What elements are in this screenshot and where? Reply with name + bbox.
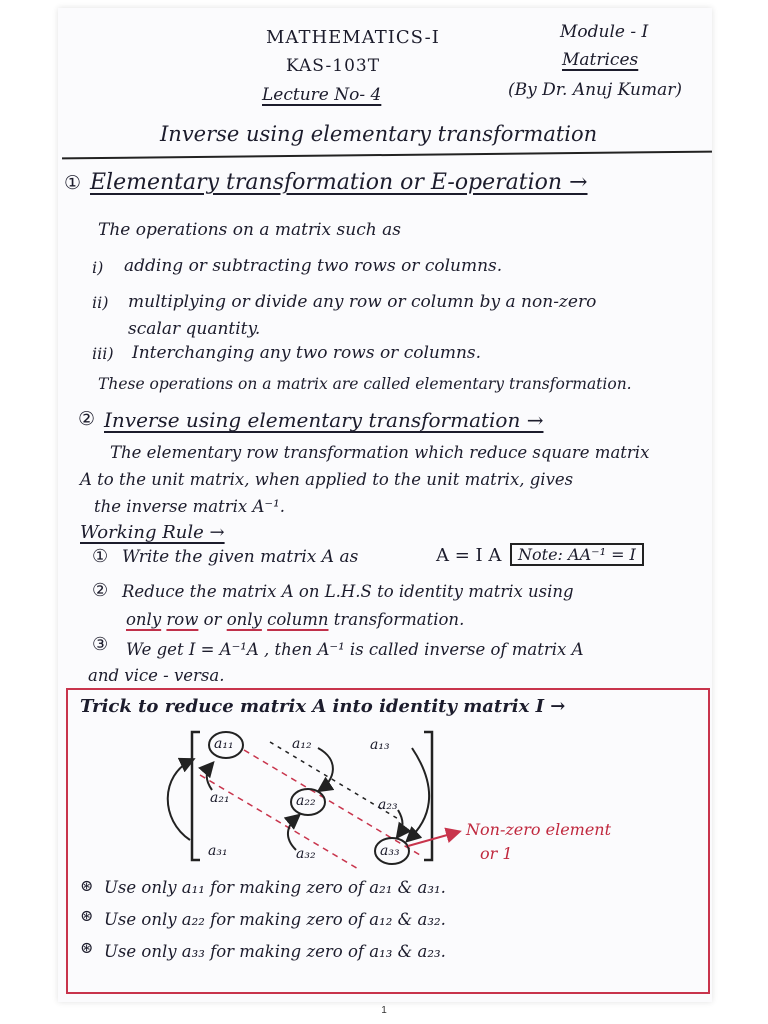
element-a22: a₂₂ <box>296 793 316 809</box>
section2-body: A to the unit matrix, when applied to the unit matrix, gives <box>80 470 574 489</box>
emphasis-column: column <box>267 610 329 629</box>
arrow-a12-to-a22 <box>318 748 333 790</box>
element-a13: a₁₃ <box>370 737 390 753</box>
callout-line1: Non-zero element <box>466 820 612 839</box>
item-text: multiplying or divide any row or column by a non-zero <box>128 292 597 312</box>
author: (By Dr. Anuj Kumar) <box>508 80 682 100</box>
module-label: Module - I <box>560 22 649 42</box>
callout-line2: or 1 <box>480 844 513 863</box>
course-title: MATHEMATICS-I <box>266 27 440 48</box>
lecture-number: Lecture No- 4 <box>262 85 382 105</box>
section2-body: The elementary row transformation which reduce square matrix <box>110 443 650 462</box>
step2-text: Reduce the matrix A on L.H.S to identity matrix using <box>122 582 574 601</box>
emphasis-only: only <box>126 610 162 629</box>
step2-tail: transformation. <box>333 610 465 629</box>
step-number: ③ <box>92 634 109 655</box>
step2-or: or <box>203 610 222 629</box>
step-number: ② <box>92 580 109 601</box>
bullet-mark: ⊛ <box>80 938 94 957</box>
emphasis-row: row <box>166 610 199 629</box>
step1-equation: A = I A <box>436 545 502 566</box>
section2-heading: Inverse using elementary transformation → <box>104 408 544 432</box>
element-a21: a₂₁ <box>210 790 230 806</box>
arrow-a13-to-a33 <box>408 748 429 840</box>
page-number: 1 <box>381 1005 387 1016</box>
section2-body: the inverse matrix A⁻¹. <box>94 497 285 516</box>
course-code: KAS-103T <box>286 56 381 76</box>
item-number: iii) <box>92 344 114 363</box>
element-a11: a₁₁ <box>214 736 234 752</box>
bullet-mark: ⊛ <box>80 876 94 895</box>
arrow-a21 <box>207 764 212 790</box>
working-rule-heading: Working Rule → <box>80 522 225 543</box>
element-a12: a₁₂ <box>292 736 312 752</box>
item-number: ii) <box>92 293 109 312</box>
bullet-text: Use only a₂₂ for making zero of a₁₂ & a₃₂. <box>104 910 446 929</box>
step3-text2: and vice - versa. <box>88 666 225 685</box>
element-a31: a₃₁ <box>208 843 228 859</box>
step1-text: Write the given matrix A as <box>122 547 359 567</box>
step3-text: We get I = A⁻¹A , then A⁻¹ is called inverse of matrix A <box>126 640 584 659</box>
section1-marker: ① <box>64 172 82 194</box>
bullet-mark: ⊛ <box>80 906 94 925</box>
section1-heading: Elementary transformation or E-operation → <box>90 170 588 195</box>
arrow-a31-to-a11 <box>168 760 192 840</box>
item-text: scalar quantity. <box>128 319 261 339</box>
element-a33: a₃₃ <box>380 843 400 859</box>
section2-marker: ② <box>78 408 96 430</box>
trick-heading: Trick to reduce matrix A into identity matrix I → <box>80 696 566 717</box>
page-title: Inverse using elementary transformation <box>160 122 598 146</box>
module-topic: Matrices <box>562 50 639 70</box>
bullet-text: Use only a₃₃ for making zero of a₁₃ & a₂₃. <box>104 942 446 961</box>
item-text: adding or subtracting two rows or columns. <box>124 256 503 276</box>
element-a23: a₂₃ <box>378 797 398 813</box>
section1-intro: The operations on a matrix such as <box>98 220 401 240</box>
step-number: ① <box>92 546 109 567</box>
item-text: Interchanging any two rows or columns. <box>132 343 482 363</box>
left-bracket <box>192 732 200 860</box>
section1-conclusion: These operations on a matrix are called elementary transformation. <box>98 375 632 393</box>
emphasis-only: only <box>226 610 262 629</box>
bullet-text: Use only a₁₁ for making zero of a₂₁ & a₃₁. <box>104 878 446 897</box>
item-number: i) <box>92 258 104 277</box>
arrow-a23-to-a33 <box>398 810 403 836</box>
element-a32: a₃₂ <box>296 846 316 862</box>
note-box: Note: AA⁻¹ = I <box>510 543 644 566</box>
